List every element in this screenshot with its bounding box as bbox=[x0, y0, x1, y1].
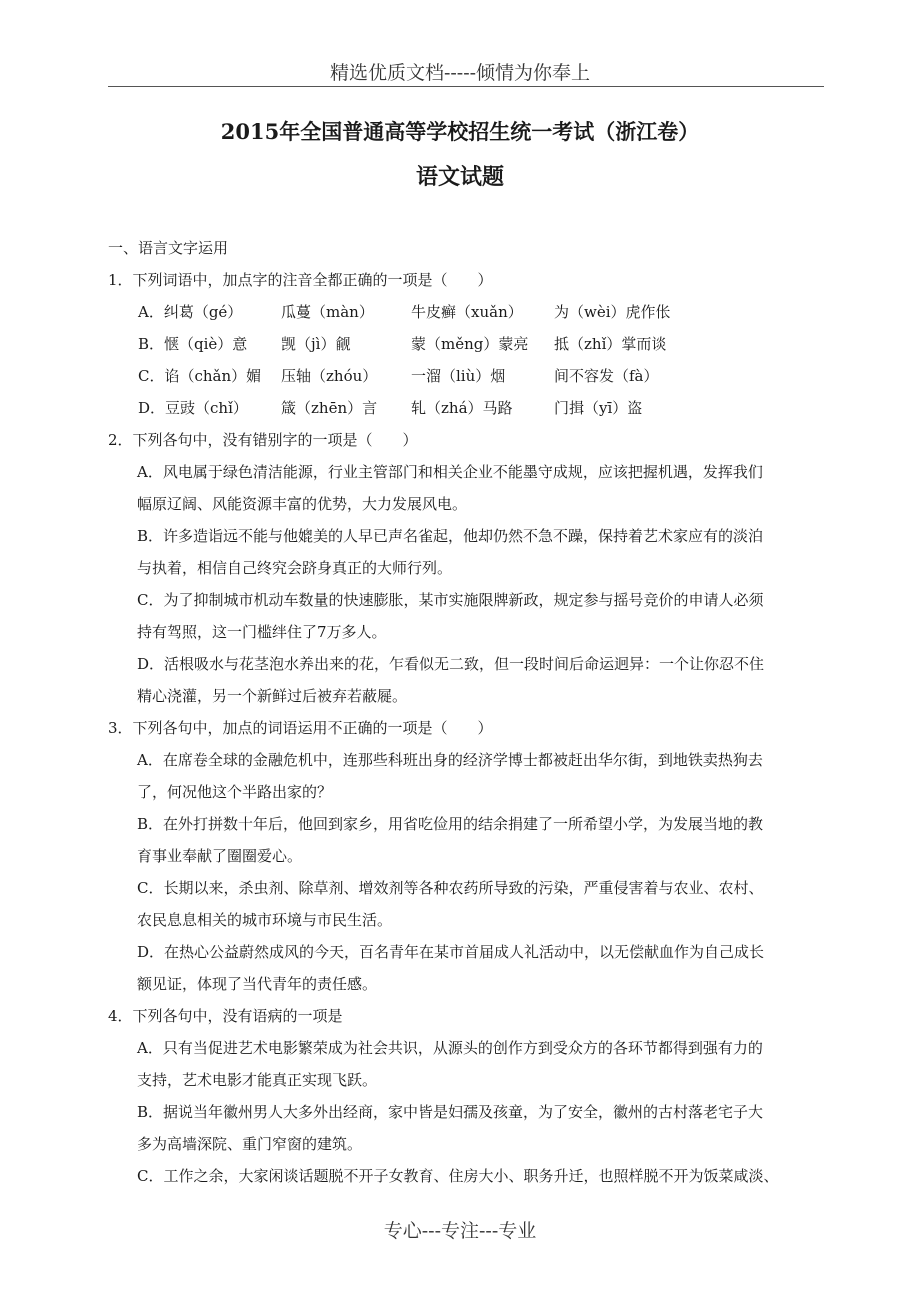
page-footer: 专心---专注---专业 bbox=[383, 1220, 537, 1242]
q3-option-b bbox=[137, 808, 824, 872]
q1-row-d bbox=[138, 392, 824, 424]
q3-c-line2: 农民息息相关的城市环境与市民生活。 bbox=[137, 911, 393, 929]
q1-b-2: 觊（jì）觎 bbox=[281, 335, 351, 353]
q4-a-line2: 支持，艺术电影才能真正实现飞跃。 bbox=[137, 1071, 378, 1089]
q1-a-3: 牛皮癣（xuǎn） bbox=[411, 303, 523, 321]
q1-b-3: 蒙（měng）蒙亮 bbox=[411, 335, 529, 353]
q2-b-line2: 与执着，相信自己终究会跻身真正的大师行列。 bbox=[137, 559, 453, 577]
q2-d-line2: 精心浇灌，另一个新鲜过后被弃若蔽屣。 bbox=[137, 687, 408, 705]
q3-d-line2: 额见证，体现了当代青年的责任感。 bbox=[137, 975, 378, 993]
q4-option-a bbox=[137, 1032, 824, 1096]
page-header: 精选优质文档-----倾情为你奉上 bbox=[329, 62, 591, 84]
exam-title: 2015年全国普通高等学校招生统一考试（浙江卷） bbox=[220, 119, 700, 144]
q3-a-line1: A．在席卷全球的金融危机中，连那些科班出身的经济学博士都被赶出华尔街，到地铁卖热狗去 bbox=[137, 751, 763, 769]
q3-a-line2: 了，何况他这个半路出家的？ bbox=[137, 783, 333, 801]
question-1-stem: 1．下列词语中，加点字的注音全都正确的一项是（ ） bbox=[108, 271, 493, 289]
q1-b-4: 抵（zhǐ）掌而谈 bbox=[554, 335, 667, 353]
q1-row-b bbox=[138, 328, 824, 360]
q1-d-4: 门揖（yī）盗 bbox=[554, 399, 643, 417]
q3-b-line2: 育事业奉献了圈圈爱心。 bbox=[137, 847, 303, 865]
q1-c-4: 间不容发（fà） bbox=[554, 367, 659, 385]
q1-d-2: 箴（zhēn）言 bbox=[281, 399, 378, 417]
q2-a-line2: 幅原辽阔、风能资源丰富的优势，大力发展风电。 bbox=[137, 495, 468, 513]
question-4-stem: 4．下列各句中，没有语病的一项是 bbox=[108, 1007, 343, 1025]
q1-b-1: B．惬（qiè）意 bbox=[138, 335, 248, 353]
q2-c-line2: 持有驾照，这一门槛绊住了7万多人。 bbox=[137, 623, 387, 641]
q3-d-line1: D．在热心公益蔚然成风的今天，百名青年在某市首届成人礼活动中，以无偿献血作为自己成长 bbox=[137, 943, 765, 961]
q2-b-line1: B．许多造诣远不能与他媲美的人早已声名雀起，他却仍然不急不躁，保持着艺术家应有的淡泊 bbox=[137, 527, 764, 545]
q2-option-a bbox=[137, 456, 824, 520]
q4-a-line1: A．只有当促进艺术电影繁荣成为社会共识，从源头的创作方到受众方的各环节都得到强有力的 bbox=[137, 1039, 763, 1057]
q2-option-b bbox=[137, 520, 824, 584]
q4-option-b bbox=[137, 1096, 824, 1160]
q4-option-c bbox=[137, 1160, 824, 1192]
q4-b-line2: 多为高墙深院、重门窄窗的建筑。 bbox=[137, 1135, 363, 1153]
q3-c-line1: C．长期以来，杀虫剂、除草剂、增效剂等各种农药所导致的污染，严重侵害着与农业、农村、 bbox=[137, 879, 764, 897]
q1-c-2: 压轴（zhóu） bbox=[281, 367, 378, 385]
section-heading: 一、语言文字运用 bbox=[108, 239, 229, 257]
q2-d-line1: D．活根吸水与花茎泡水养出来的花，乍看似无二致，但一段时间后命运迥异：一个让你忍不住 bbox=[137, 655, 765, 673]
header-rule bbox=[108, 86, 824, 87]
q3-option-c bbox=[137, 872, 824, 936]
q1-d-1: D．豆豉（chǐ） bbox=[138, 399, 248, 417]
q1-row-a bbox=[138, 296, 824, 328]
q1-a-4: 为（wèi）虎作伥 bbox=[554, 303, 671, 321]
q1-row-c bbox=[138, 360, 824, 392]
q2-c-line1: C．为了抑制城市机动车数量的快速膨胀，某市实施限牌新政，规定参与摇号竞价的申请人必须 bbox=[137, 591, 764, 609]
q2-option-d bbox=[137, 648, 824, 712]
q1-c-1: C．谄（chǎn）媚 bbox=[138, 367, 262, 385]
q2-option-c bbox=[137, 584, 824, 648]
q1-a-1: A．纠葛（gé） bbox=[138, 303, 243, 321]
q3-b-line1: B．在外打拼数十年后，他回到家乡，用省吃俭用的结余捐建了一所希望小学，为发展当地的教 bbox=[137, 815, 764, 833]
exam-subtitle: 语文试题 bbox=[415, 164, 504, 190]
question-2-stem: 2．下列各句中，没有错别字的一项是（ ） bbox=[108, 431, 418, 449]
q3-option-a bbox=[137, 744, 824, 808]
q4-b-line1: B．据说当年徽州男人大多外出经商，家中皆是妇孺及孩童，为了安全，徽州的古村落老宅子大 bbox=[137, 1103, 764, 1121]
q3-option-d bbox=[137, 936, 824, 1000]
q2-a-line1: A．风电属于绿色清洁能源，行业主管部门和相关企业不能墨守成规，应该把握机遇，发挥我们 bbox=[137, 463, 763, 481]
q1-a-2: 瓜蔓（màn） bbox=[281, 303, 374, 321]
exam-content bbox=[108, 232, 824, 1192]
question-3-stem: 3．下列各句中，加点的词语运用不正确的一项是（ ） bbox=[108, 719, 493, 737]
q1-c-3: 一溜（liù）烟 bbox=[411, 367, 506, 385]
q4-c-line1: C．工作之余，大家闲谈话题脱不开子女教育、住房大小、职务升迁，也照样脱不开为饭菜咸淡、 bbox=[137, 1167, 779, 1185]
q1-d-3: 轧（zhá）马路 bbox=[411, 399, 513, 417]
